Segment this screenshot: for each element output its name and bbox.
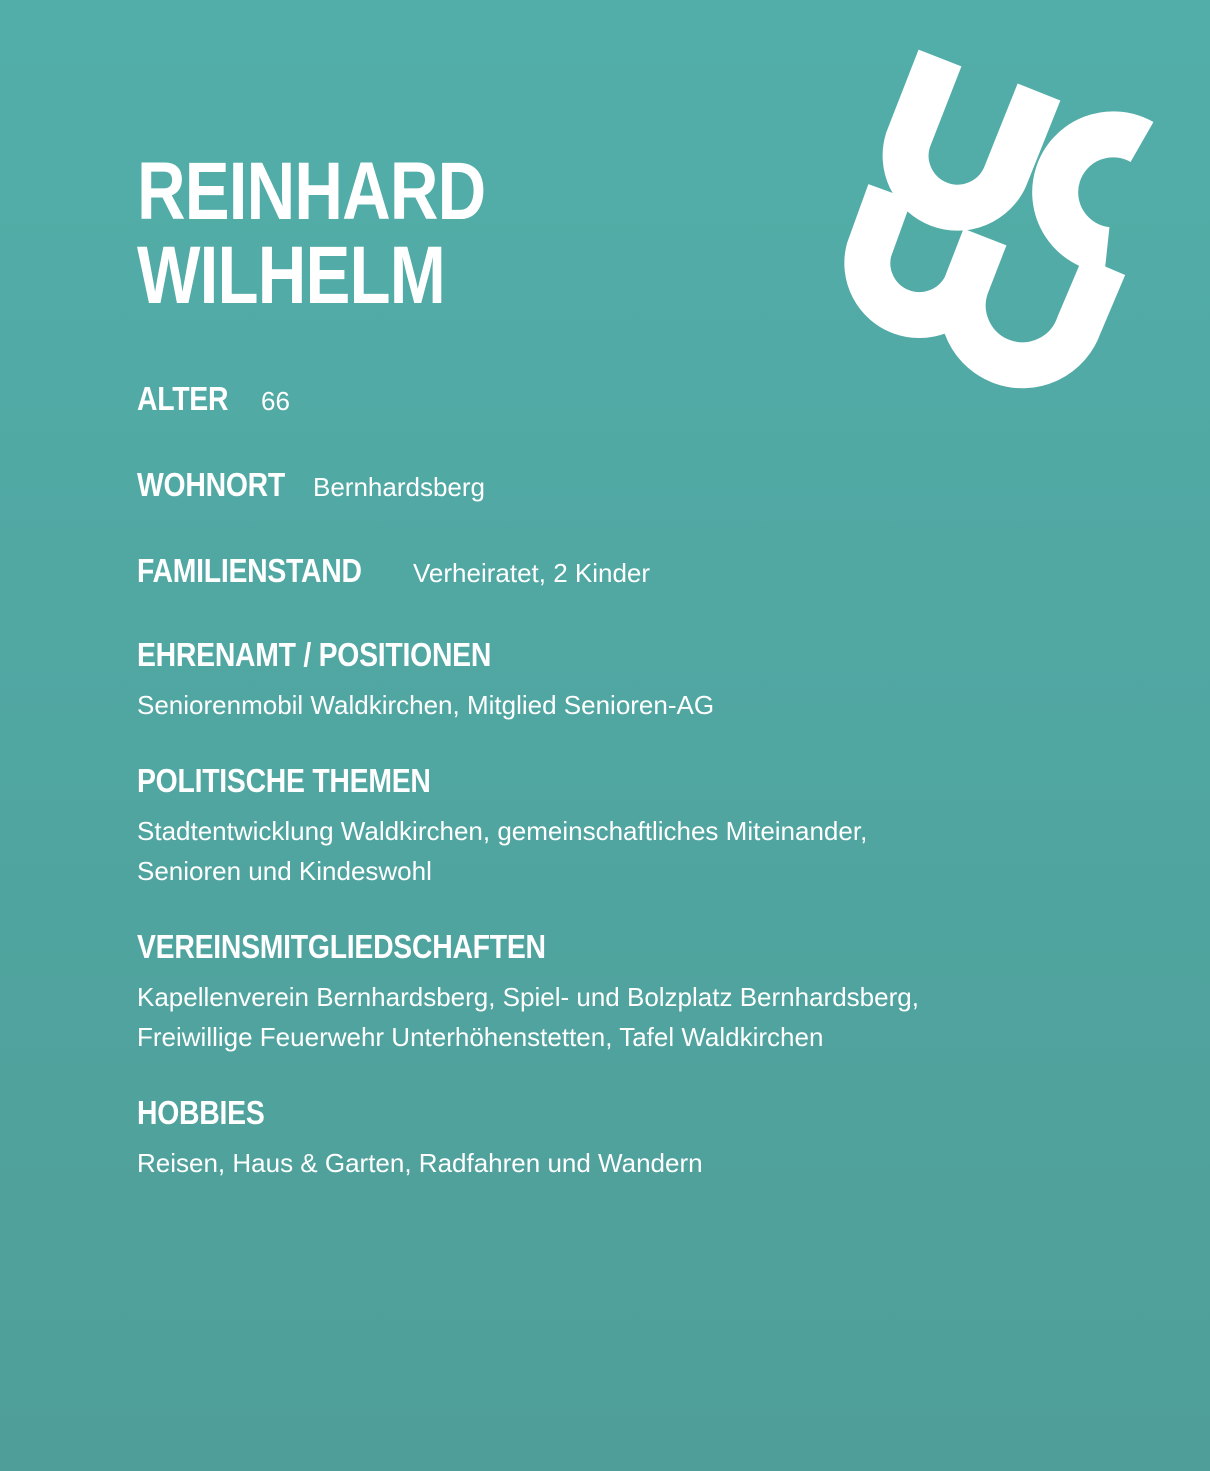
section-label-vereine: VEREINSMITGLIEDSCHAFTEN: [137, 928, 546, 965]
section-hobbies: [137, 1095, 1057, 1183]
fact-label-alter: ALTER: [137, 380, 229, 417]
section-label-themen: POLITISCHE THEMEN: [137, 762, 431, 799]
person-name: [137, 146, 486, 321]
section-line: Seniorenmobil Waldkirchen, Mitglied Senioren-AG: [137, 690, 715, 720]
section-label-ehrenamt: EHRENAMT / POSITIONEN: [137, 636, 492, 673]
fact-alter: [137, 381, 290, 417]
fact-familienstand: [137, 553, 650, 589]
section-line: Kapellenverein Bernhardsberg, Spiel- und Bolzplatz Bernhardsberg,: [137, 982, 919, 1012]
section-value-themen: [137, 811, 1057, 891]
fact-value-wohnort: Bernhardsberg: [313, 472, 485, 502]
logo-c-shape: [1055, 134, 1142, 250]
section-label-hobbies: HOBBIES: [137, 1094, 265, 1131]
section-line: Senioren und Kindeswohl: [137, 856, 432, 886]
section-line: Reisen, Haus & Garten, Radfahren und Wandern: [137, 1148, 703, 1178]
section-line: Freiwillige Feuerwehr Unterhöhenstetten, Tafel Waldkirchen: [137, 1022, 824, 1052]
section-ehrenamt: [137, 637, 1057, 725]
fact-label-familienstand: FAMILIENSTAND: [137, 552, 362, 589]
fact-value-alter: 66: [261, 386, 290, 416]
section-line: Stadtentwicklung Waldkirchen, gemeinschaftliches Miteinander,: [137, 816, 868, 846]
last-name: WILHELM: [137, 230, 445, 321]
section-value-vereine: [137, 977, 1057, 1057]
ucw-logo-icon: [828, 40, 1178, 400]
fact-wohnort: [137, 467, 485, 503]
logo-u-shape: [906, 58, 1039, 208]
section-vereine: [137, 929, 1057, 1057]
fact-value-familienstand: Verheiratet, 2 Kinder: [413, 558, 651, 588]
section-value-ehrenamt: [137, 685, 1057, 725]
section-themen: [137, 763, 1057, 891]
section-value-hobbies: [137, 1143, 1057, 1183]
fact-label-wohnort: WOHNORT: [137, 466, 285, 503]
first-name: REINHARD: [137, 146, 486, 237]
